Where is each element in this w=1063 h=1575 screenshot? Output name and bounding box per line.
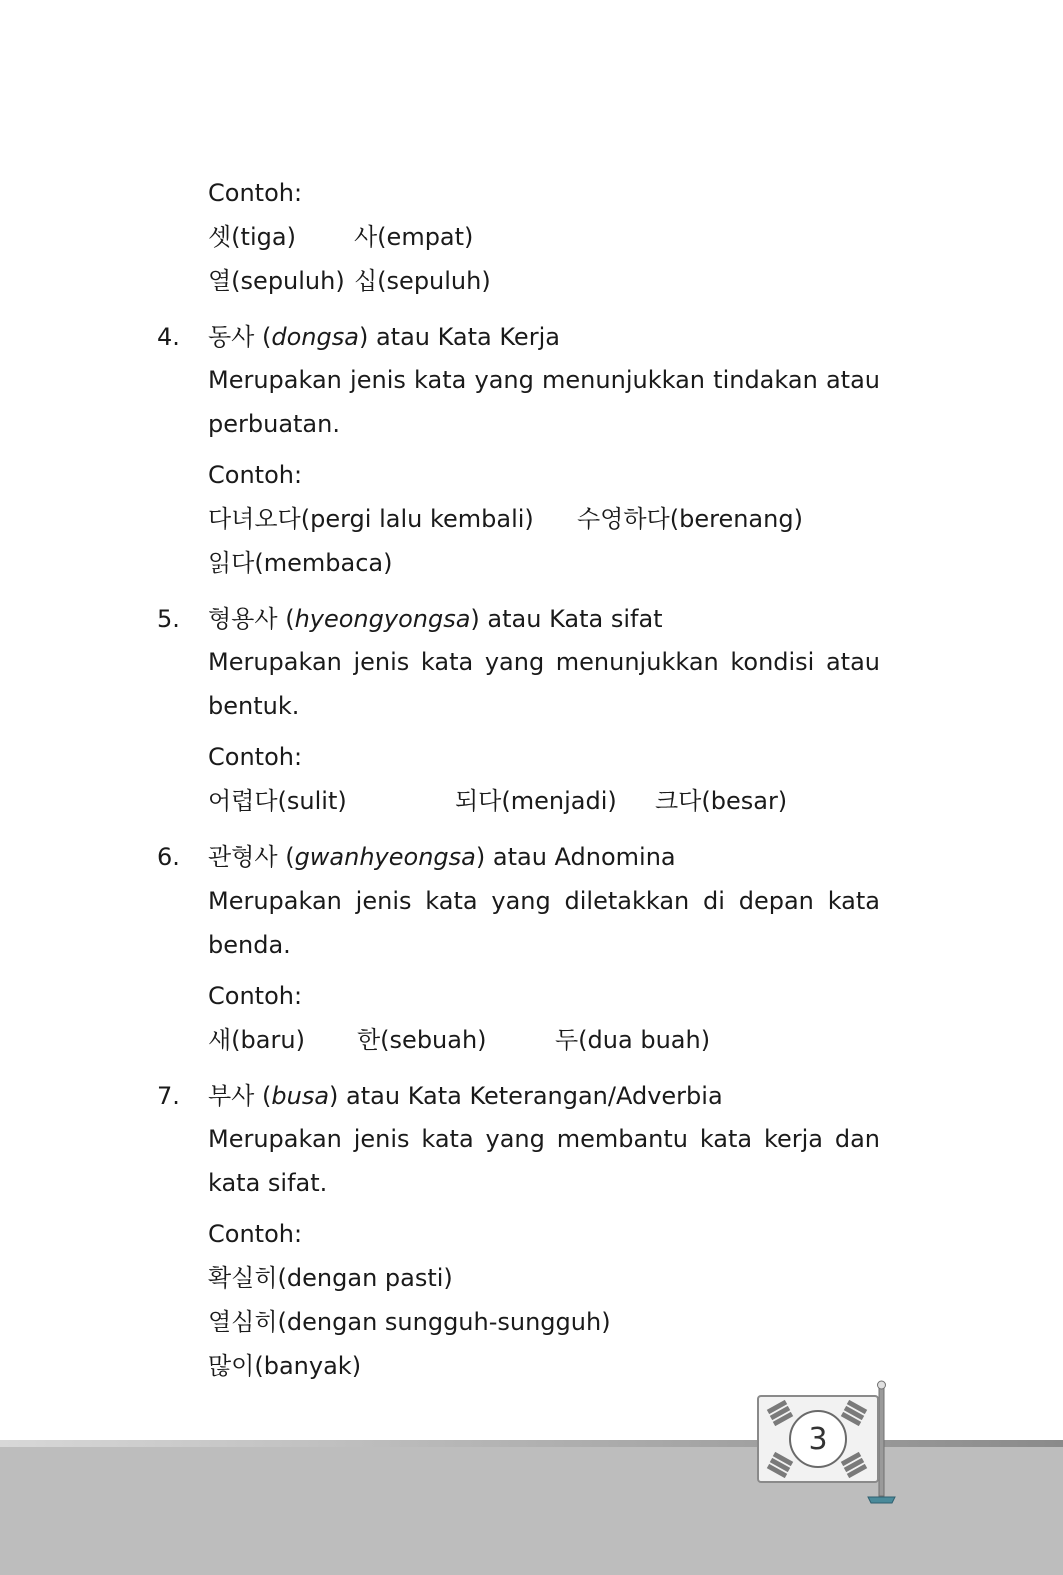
example-word: 어렵다(sulit) [208, 787, 347, 815]
item-number: 5. [157, 605, 180, 633]
example-word: 읽다(membaca) [208, 549, 393, 577]
item-description: Merupakan jenis kata yang menunjukkan kondisi atau bentuk. [208, 648, 880, 720]
romanization: gwanhyeongsa [294, 843, 476, 871]
item-heading: 관형사 (gwanhyeongsa) atau Adnomina [208, 843, 676, 871]
korean-term: 관형사 [208, 843, 278, 871]
item-description: Merupakan jenis kata yang menunjukkan tindakan atau perbuatan. [208, 366, 880, 438]
item-description: Merupakan jenis kata yang membantu kata kerja dan kata sifat. [208, 1125, 880, 1197]
example-word: 크다(besar) [655, 787, 788, 815]
heading-rest: atau Kata Kerja [375, 323, 560, 351]
item-number: 4. [157, 323, 180, 351]
example-word: 셋(tiga) [208, 223, 296, 251]
item-heading: 부사 (busa) atau Kata Keterangan/Adverbia [208, 1082, 723, 1110]
footer-band [0, 1447, 1063, 1575]
page-number-flag [756, 1380, 896, 1505]
korean-term: 동사 [208, 323, 255, 351]
example-label: Contoh: [208, 461, 303, 489]
item-description: Merupakan jenis kata yang diletakkan di depan kata benda. [208, 887, 880, 959]
item-number: 6. [157, 843, 180, 871]
example-label: Contoh: [208, 179, 303, 207]
example-word: 한(sebuah) [357, 1026, 487, 1054]
example-word: 두(dua buah) [555, 1026, 711, 1054]
example-word: 많이(banyak) [208, 1352, 362, 1380]
example-word: 확실히(dengan pasti) [208, 1264, 453, 1292]
example-word: 새(baru) [208, 1026, 305, 1054]
example-label: Contoh: [208, 743, 303, 771]
item-heading: 형용사 (hyeongyongsa) atau Kata sifat [208, 605, 663, 633]
romanization: hyeongyongsa [294, 605, 471, 633]
item-number: 7. [157, 1082, 180, 1110]
example-label: Contoh: [208, 982, 303, 1010]
example-word: 되다(menjadi) [455, 787, 617, 815]
page-number: 3 [808, 1422, 828, 1457]
korean-term: 형용사 [208, 605, 278, 633]
example-word: 사(empat) [354, 223, 474, 251]
heading-rest: atau Kata sifat [487, 605, 663, 633]
example-word: 열(sepuluh) [208, 267, 345, 295]
example-word: 다녀오다(pergi lalu kembali) [208, 505, 534, 533]
romanization: busa [271, 1082, 330, 1110]
heading-rest: atau Kata Keterangan/Adverbia [346, 1082, 723, 1110]
example-label: Contoh: [208, 1220, 303, 1248]
example-word: 십(sepuluh) [354, 267, 491, 295]
item-heading: 동사 (dongsa) atau Kata Kerja [208, 323, 560, 351]
korean-term: 부사 [208, 1082, 255, 1110]
example-word: 수영하다(berenang) [577, 505, 803, 533]
heading-rest: atau Adnomina [492, 843, 676, 871]
example-word: 열심히(dengan sungguh-sungguh) [208, 1308, 611, 1336]
romanization: dongsa [271, 323, 359, 351]
